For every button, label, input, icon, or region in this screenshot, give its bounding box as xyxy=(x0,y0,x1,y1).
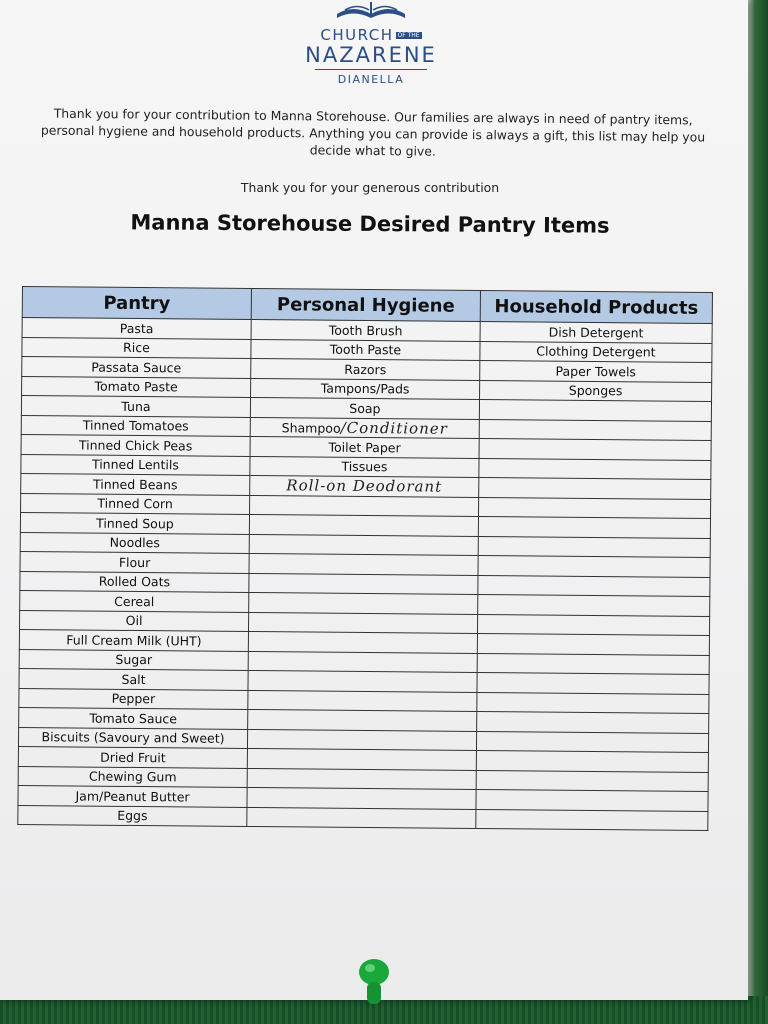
hygiene-cell xyxy=(250,495,479,516)
pantry-cell: Tinned Beans xyxy=(21,473,250,494)
household-cell xyxy=(477,614,709,636)
household-cell xyxy=(477,711,709,733)
intro-paragraph: Thank you for your contribution to Manna Storehouse. Our families are always in need of pantry items, personal hygiene and household products. Anything you can provide is always a gift, this list may help you decide what to give. xyxy=(40,105,706,159)
hygiene-cell: Razors xyxy=(251,359,480,380)
hygiene-printed-text: Shampoo xyxy=(281,420,341,436)
header-pantry: Pantry xyxy=(22,287,251,320)
hygiene-cell xyxy=(247,807,476,828)
household-cell xyxy=(476,809,708,831)
logo-church-text: CHURCH OF THE xyxy=(320,26,420,44)
household-cell xyxy=(476,770,708,792)
hygiene-cell xyxy=(250,417,479,438)
household-cell xyxy=(477,692,709,714)
household-cell xyxy=(477,633,709,655)
pantry-cell: Tomato Paste xyxy=(22,376,251,397)
household-cell xyxy=(479,419,711,441)
pantry-cell: Rolled Oats xyxy=(20,571,249,592)
hygiene-cell xyxy=(248,709,477,730)
hygiene-cell: Tampons/Pads xyxy=(251,378,480,399)
hygiene-cell xyxy=(247,768,476,789)
pantry-cell: Eggs xyxy=(18,805,247,826)
pantry-cell: Jam/Peanut Butter xyxy=(18,785,247,806)
hygiene-cell xyxy=(247,748,476,769)
hygiene-cell xyxy=(249,514,478,535)
logo-nazarene-text: NAZARENE xyxy=(305,43,437,67)
household-cell xyxy=(479,497,711,519)
hygiene-cell xyxy=(249,592,478,613)
pantry-cell: Salt xyxy=(19,668,248,689)
pantry-cell: Tomato Sauce xyxy=(19,707,248,728)
thanks-line: Thank you for your generous contribution xyxy=(240,180,500,195)
table-body xyxy=(18,318,712,831)
household-cell xyxy=(479,399,711,421)
pantry-cell: Tinned Soup xyxy=(20,512,249,533)
household-cell: Dish Detergent xyxy=(480,321,712,343)
household-cell: Sponges xyxy=(480,380,712,402)
logo-of-the-text: OF THE xyxy=(397,32,420,39)
household-cell: Clothing Detergent xyxy=(480,341,712,363)
hygiene-cell xyxy=(247,729,476,750)
hygiene-cell: Tooth Paste xyxy=(251,339,480,360)
pantry-cell: Passata Sauce xyxy=(22,357,251,378)
open-book-icon xyxy=(331,0,411,22)
page-title: Manna Storehouse Desired Pantry Items xyxy=(130,210,610,238)
household-cell xyxy=(479,458,711,480)
household-cell xyxy=(478,575,710,597)
pantry-cell: Full Cream Milk (UHT) xyxy=(19,629,248,650)
pantry-cell: Rice xyxy=(22,337,251,358)
pantry-cell: Noodles xyxy=(20,532,249,553)
wall-edge xyxy=(746,0,768,1024)
household-cell xyxy=(478,594,710,616)
household-cell xyxy=(477,672,709,694)
hygiene-cell xyxy=(250,475,479,496)
pantry-cell: Cereal xyxy=(20,590,249,611)
push-pin-icon xyxy=(357,958,391,1008)
hygiene-cell: Tooth Brush xyxy=(251,320,480,341)
hygiene-cell: Tissues xyxy=(250,456,479,477)
pantry-cell: Tinned Tomatoes xyxy=(21,415,250,436)
pantry-cell: Tinned Chick Peas xyxy=(21,434,250,455)
hygiene-cell xyxy=(247,787,476,808)
household-cell xyxy=(476,750,708,772)
header-personal-hygiene: Personal Hygiene xyxy=(251,289,480,322)
pantry-cell: Tinned Corn xyxy=(21,493,250,514)
hygiene-cell xyxy=(249,534,478,555)
items-table xyxy=(17,286,713,831)
household-cell xyxy=(478,536,710,558)
household-cell xyxy=(479,438,711,460)
pantry-cell: Biscuits (Savoury and Sweet) xyxy=(18,727,247,748)
household-cell xyxy=(476,731,708,753)
hygiene-cell xyxy=(249,573,478,594)
hygiene-cell xyxy=(248,651,477,672)
pantry-cell: Pasta xyxy=(22,318,251,339)
household-cell xyxy=(477,653,709,675)
household-cell: Paper Towels xyxy=(480,360,712,382)
hygiene-cell: Soap xyxy=(250,397,479,418)
logo-location-text: DIANELLA xyxy=(337,73,405,86)
pantry-cell: Oil xyxy=(20,610,249,631)
pantry-cell: Chewing Gum xyxy=(18,766,247,787)
handwritten-conditioner: /Conditioner xyxy=(340,418,448,438)
pantry-cell: Sugar xyxy=(19,649,248,670)
pantry-cell: Pepper xyxy=(19,688,248,709)
household-cell xyxy=(478,516,710,538)
pantry-cell: Tinned Lentils xyxy=(21,454,250,475)
household-cell xyxy=(476,789,708,811)
logo-divider xyxy=(315,69,427,70)
hygiene-cell xyxy=(248,612,477,633)
hygiene-cell xyxy=(248,690,477,711)
handwritten-deodorant: Roll-on Deodorant xyxy=(286,476,443,496)
pantry-cell: Tuna xyxy=(21,396,250,417)
pantry-cell: Flour xyxy=(20,551,249,572)
household-cell xyxy=(478,555,710,577)
hygiene-cell xyxy=(248,631,477,652)
header-household-products: Household Products xyxy=(480,291,712,324)
hygiene-cell xyxy=(249,553,478,574)
household-cell xyxy=(479,477,711,499)
hygiene-cell: Toilet Paper xyxy=(250,436,479,457)
pantry-cell: Dried Fruit xyxy=(18,746,247,767)
church-logo xyxy=(300,0,442,90)
hygiene-cell xyxy=(248,670,477,691)
